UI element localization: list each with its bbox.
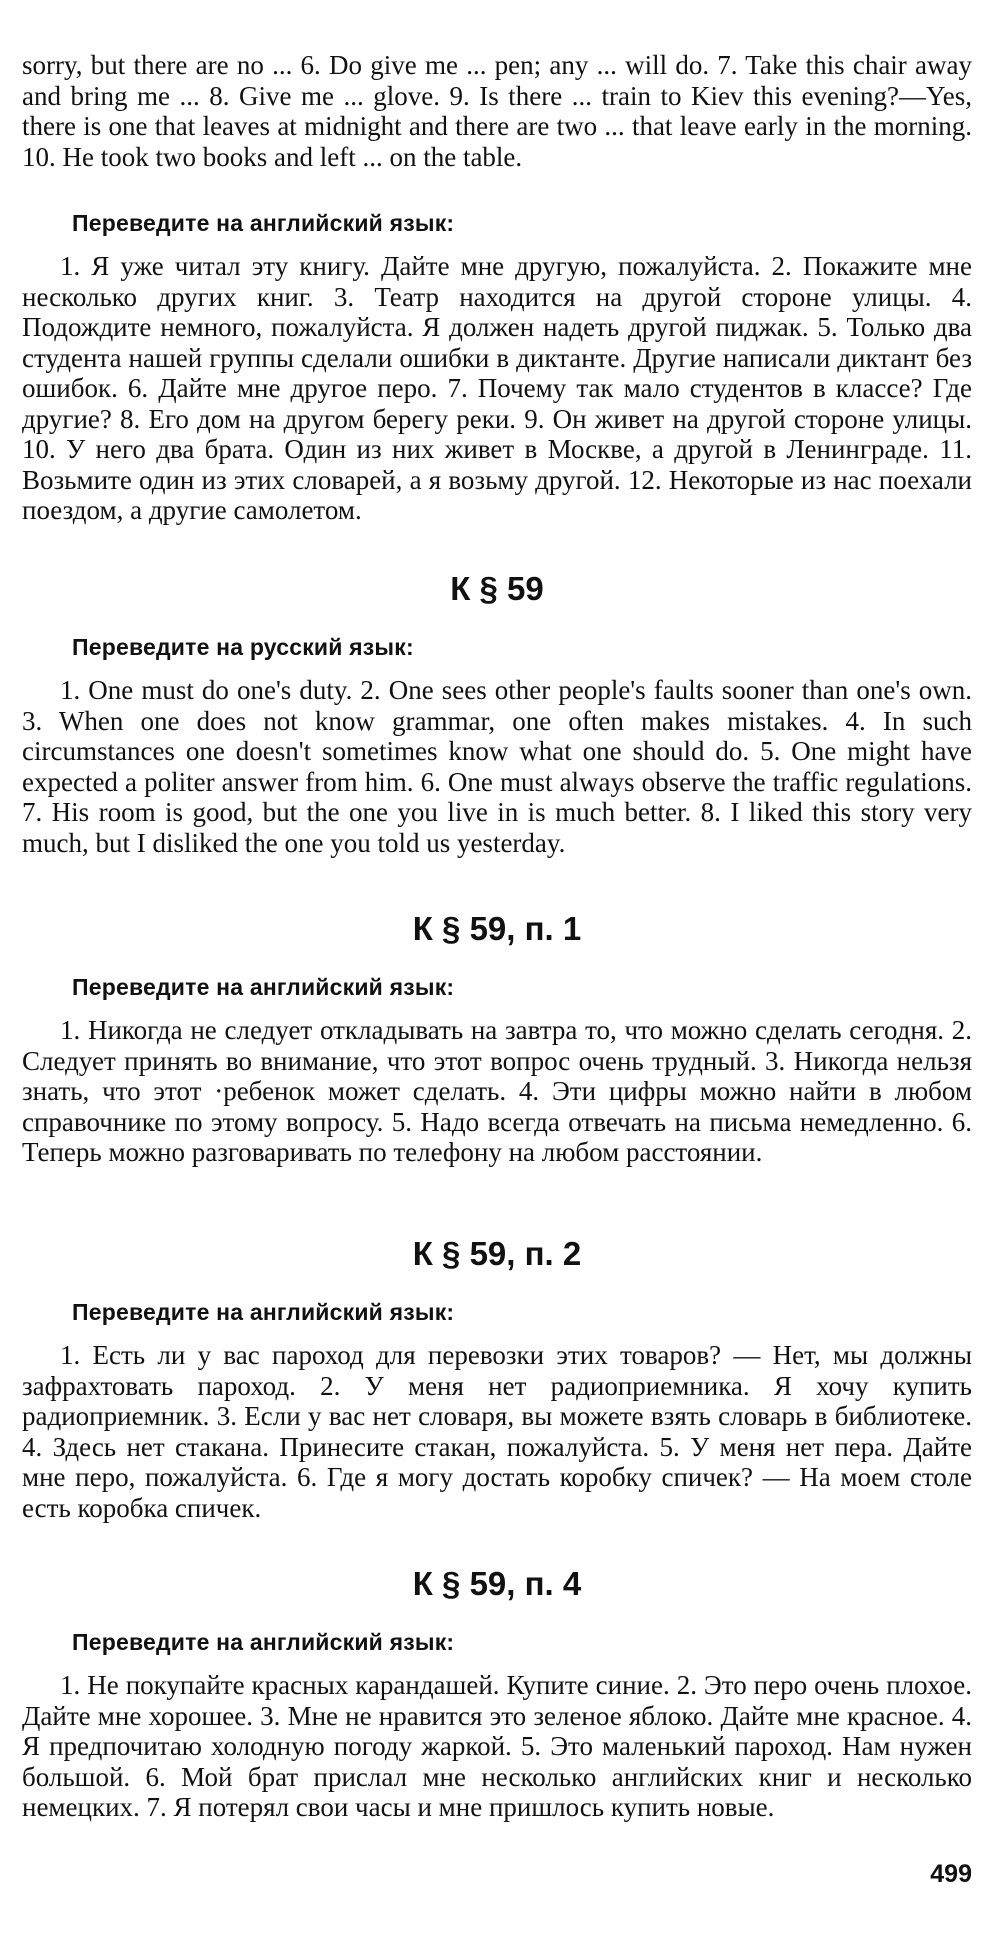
section-59 bbox=[22, 570, 972, 858]
instruction: Переведите на английский язык: bbox=[72, 1629, 455, 1655]
section-59-p2 bbox=[22, 1235, 972, 1523]
exercise-others bbox=[22, 210, 972, 526]
continuation-text: sorry, but there are no ... 6. Do give me ... pen; any ... will do. 7. Take this chair away and bring me ... 8. Give me ... glove. 9. Is there ... train to Kiev this evening?—Yes, there is one that leaves at midnight and there are two ... that leave early in the morning. 10. He took two books and left ... on the table. bbox=[22, 50, 972, 172]
instruction: Переведите на английский язык: bbox=[72, 1299, 455, 1325]
instruction: Переведите на русский язык: bbox=[72, 634, 414, 660]
section-59-p4 bbox=[22, 1565, 972, 1823]
exercise-text: 1. Не покупайте красных карандашей. Купите синие. 2. Это перо очень плохое. Дайте мне хорошее. 3. Мне не нравится это зеленое яблоко. Дайте мне красное. 4. Я предпочитаю холодную погоду жаркой. 5. Это маленький пароход. Нам нужен большой. 6. Мой брат прислал мне несколько английских книг и несколько немецких. 7. Я потерял свои часы и мне пришлось купить новые. bbox=[22, 1670, 972, 1822]
exercise-text: 1. One must do one's duty. 2. One sees other people's faults sooner than one's own. 3. When one does not know grammar, one often makes mistakes. 4. In such circumstances one doesn't sometimes know what one should do. 5. One might have expected a politer answer from him. 6. One must always observe the traffic regulations. 7. His room is good, but the one you live in is much better. 8. I liked this story very much, but I disliked the one you told us yesterday. bbox=[22, 675, 972, 858]
page-number: 499 bbox=[930, 1860, 972, 1888]
exercise-text: 1. Есть ли у вас пароход для перевозки этих товаров? — Нет, мы должны зафрахтовать пароход. 2. У меня нет радиоприемника. Я хочу купить радиоприемник. 3. Если у вас нет словаря, вы можете взять словарь в библиотеке. 4. Здесь нет стакана. Принесите стакан, пожалуйста. 5. У меня нет пера. Дайте мне перо, пожалуйста. 6. Где я могу достать коробку спичек? — На моем столе есть коробка спичек. bbox=[22, 1340, 972, 1523]
continuation-block bbox=[22, 50, 972, 172]
exercise-text: 1. Никогда не следует откладывать на завтра то, что можно сделать сегодня. 2. Следует принять во внимание, что этот вопрос очень трудный. 3. Никогда нельзя знать, что этот ·ребенок может сделать. 4. Эти цифры можно найти в любом справочнике по этому вопросу. 5. Надо всегда отвечать на письма немедленно. 6. Теперь можно разговаривать по телефону на любом расстоянии. bbox=[22, 1015, 972, 1167]
section-heading: К § 59, п. 1 bbox=[412, 910, 582, 947]
instruction: Переведите на английский язык: bbox=[72, 974, 455, 1000]
section-heading: К § 59, п. 4 bbox=[412, 1565, 582, 1602]
section-heading: К § 59 bbox=[450, 570, 544, 607]
section-heading: К § 59, п. 2 bbox=[412, 1235, 582, 1272]
exercise-text: 1. Я уже читал эту книгу. Дайте мне другую, пожалуйста. 2. Покажите мне несколько других книг. 3. Театр находится на другой стороне улицы. 4. Подождите немного, пожалуйста. Я должен надеть другой пиджак. 5. Только два студента нашей группы сделали ошибки в диктанте. Другие написали диктант без ошибок. 6. Дайте мне другое перо. 7. Почему так мало студентов в классе? Где другие? 8. Его дом на другом берегу реки. 9. Он живет на другой стороне улицы. 10. У него два брата. Один из них живет в Москве, а другой в Ленинграде. 11. Возьмите один из этих словарей, а я возьму другой. 12. Некоторые из нас поехали поездом, а другие самолетом. bbox=[22, 251, 972, 525]
section-59-p1 bbox=[22, 910, 972, 1168]
instruction: Переведите на английский язык: bbox=[72, 210, 455, 236]
